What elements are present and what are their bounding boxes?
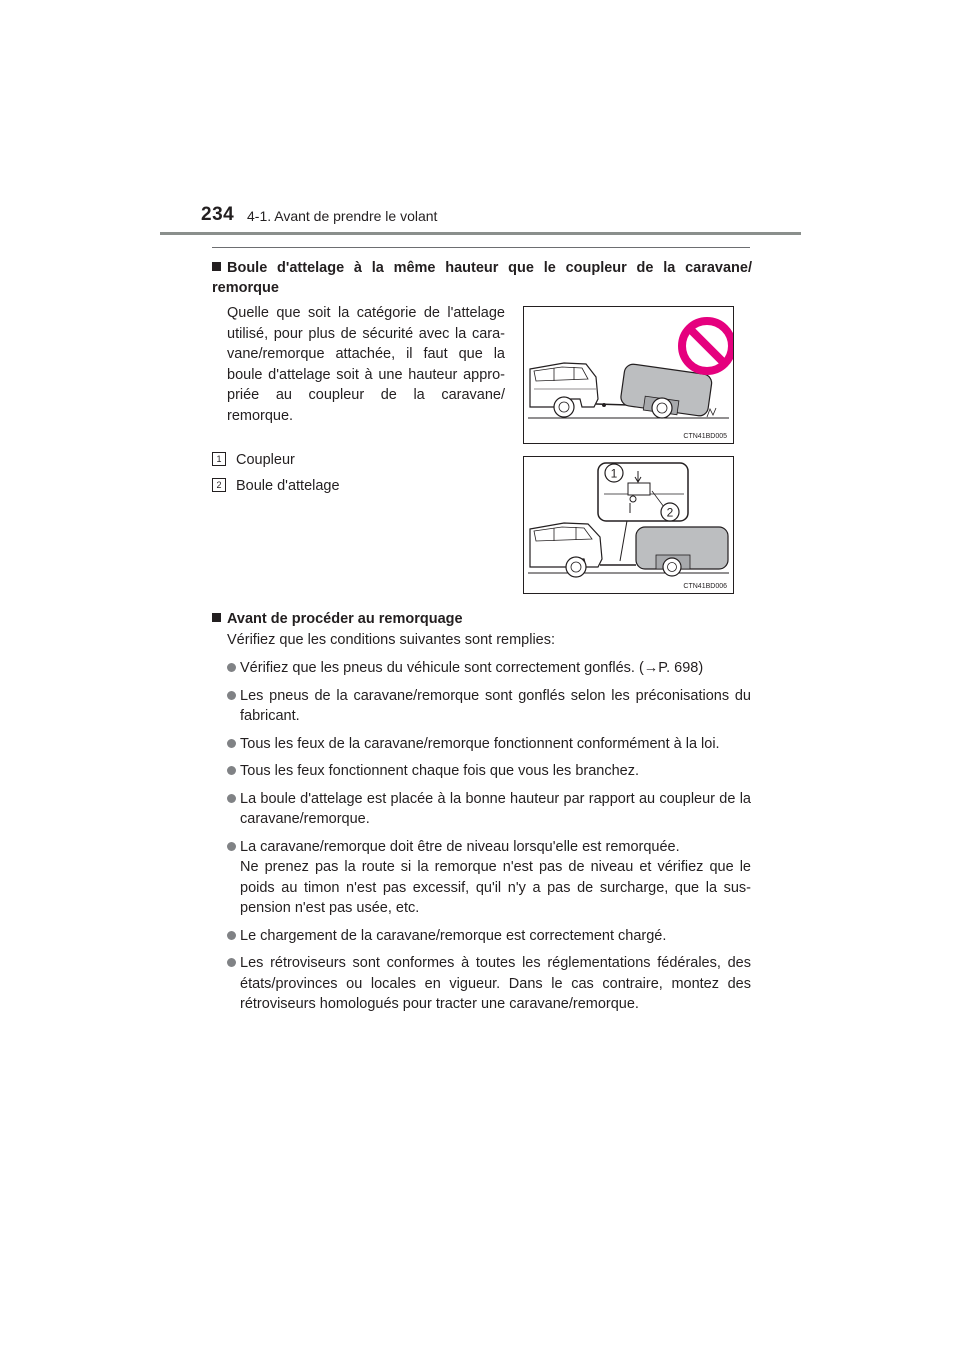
section-heading-before-towing	[212, 609, 463, 629]
chapter-title: 4-1. Avant de prendre le volant	[247, 208, 438, 224]
square-bullet-icon	[212, 262, 221, 271]
list-item-text: Tous les feux de la caravane/remorque fonctionnent conformément à la loi.	[240, 735, 720, 752]
bullet-dot-icon	[227, 958, 236, 967]
callout-2: 2	[666, 505, 674, 520]
bullet-dot-icon	[227, 691, 236, 700]
section-divider	[212, 247, 750, 248]
list-item	[227, 837, 751, 919]
figure-proper-hitch	[523, 456, 734, 594]
legend-label: Boule d'attelage	[236, 478, 340, 494]
figure-code: CTN41BD005	[683, 433, 727, 440]
figure-improper-hitch-drawing	[524, 307, 733, 443]
square-bullet-icon	[212, 613, 221, 622]
figure-improper-hitch	[523, 306, 734, 444]
list-item-text: Les pneus de la caravane/remorque sont gonflés selon les préconisations du fabricant.	[240, 687, 751, 724]
bullet-dot-icon	[227, 931, 236, 940]
bullet-dot-icon	[227, 766, 236, 775]
section-heading-text: Boule d'attelage à la même hauteur que le coupleur de la caravane/ remorque	[212, 260, 752, 296]
list-item-text: Tous les feux fonctionnent chaque fois que vous les branchez.	[240, 763, 640, 779]
paragraph-last-line: remorque.	[227, 407, 294, 424]
legend-label: Coupleur	[236, 452, 295, 468]
list-item	[227, 686, 751, 727]
list-item	[227, 658, 751, 679]
figure-proper-hitch-drawing	[524, 457, 733, 593]
bullet-dot-icon	[227, 842, 236, 851]
section-heading-text: Avant de procéder au remorquage	[227, 611, 463, 627]
list-item	[227, 734, 751, 755]
list-item-text: La boule d'attelage est placée à la bonne hauteur par rapport au coupleur de la caravane/remorque.	[240, 790, 751, 827]
callout-1: 1	[610, 466, 618, 481]
list-item	[227, 789, 751, 830]
list-item-text: La caravane/remorque doit être de niveau lorsqu'elle est remorquée.	[240, 838, 680, 855]
bullet-dot-icon	[227, 739, 236, 748]
legend-number: 2	[212, 478, 226, 492]
page-number: 234	[201, 204, 235, 225]
list-item-text: Vérifiez que les pneus du véhicule sont correctement gonflés. (→P. 698)	[240, 660, 704, 676]
list-item-text: Le chargement de la caravane/remorque est correctement chargé.	[240, 927, 667, 944]
legend-number: 1	[212, 452, 226, 466]
list-item	[227, 926, 751, 947]
list-item-text: Les rétroviseurs sont conformes à toutes les réglementations fédérales, des états/provinces ou locales en vigueur. Dans le cas contraire, montez des rétroviseurs homologués pour tracter une caravane/remorque.	[240, 955, 751, 1012]
bullet-dot-icon	[227, 794, 236, 803]
bullet-dot-icon	[227, 663, 236, 672]
list-item	[227, 953, 751, 1015]
legend-item	[212, 452, 295, 468]
hitch-height-paragraph	[227, 303, 505, 426]
checklist	[227, 658, 751, 1022]
figure-code: CTN41BD006	[683, 583, 727, 590]
legend-item	[212, 478, 340, 494]
list-item-detail: Ne prenez pas la route si la remorque n'est pas de niveau et vérifiez que le poids au timon n'est pas excessif, qu'il n'y a pas de surcharge, que la sus- pension n'est pas usée, etc.	[240, 859, 751, 916]
paragraph-text: Quelle que soit la catégorie de l'attelage utilisé, pour plus de sécurité avec la cara- vane/remorque attachée, il faut que la boule d'attelage soit à une hauteur appro- priée au coupleur de la caravane/	[227, 305, 505, 403]
intro-text: Vérifiez que les conditions suivantes sont remplies:	[227, 632, 556, 648]
list-item	[227, 761, 751, 782]
section-heading-hitch-height	[212, 258, 752, 298]
header-rule	[160, 232, 801, 235]
